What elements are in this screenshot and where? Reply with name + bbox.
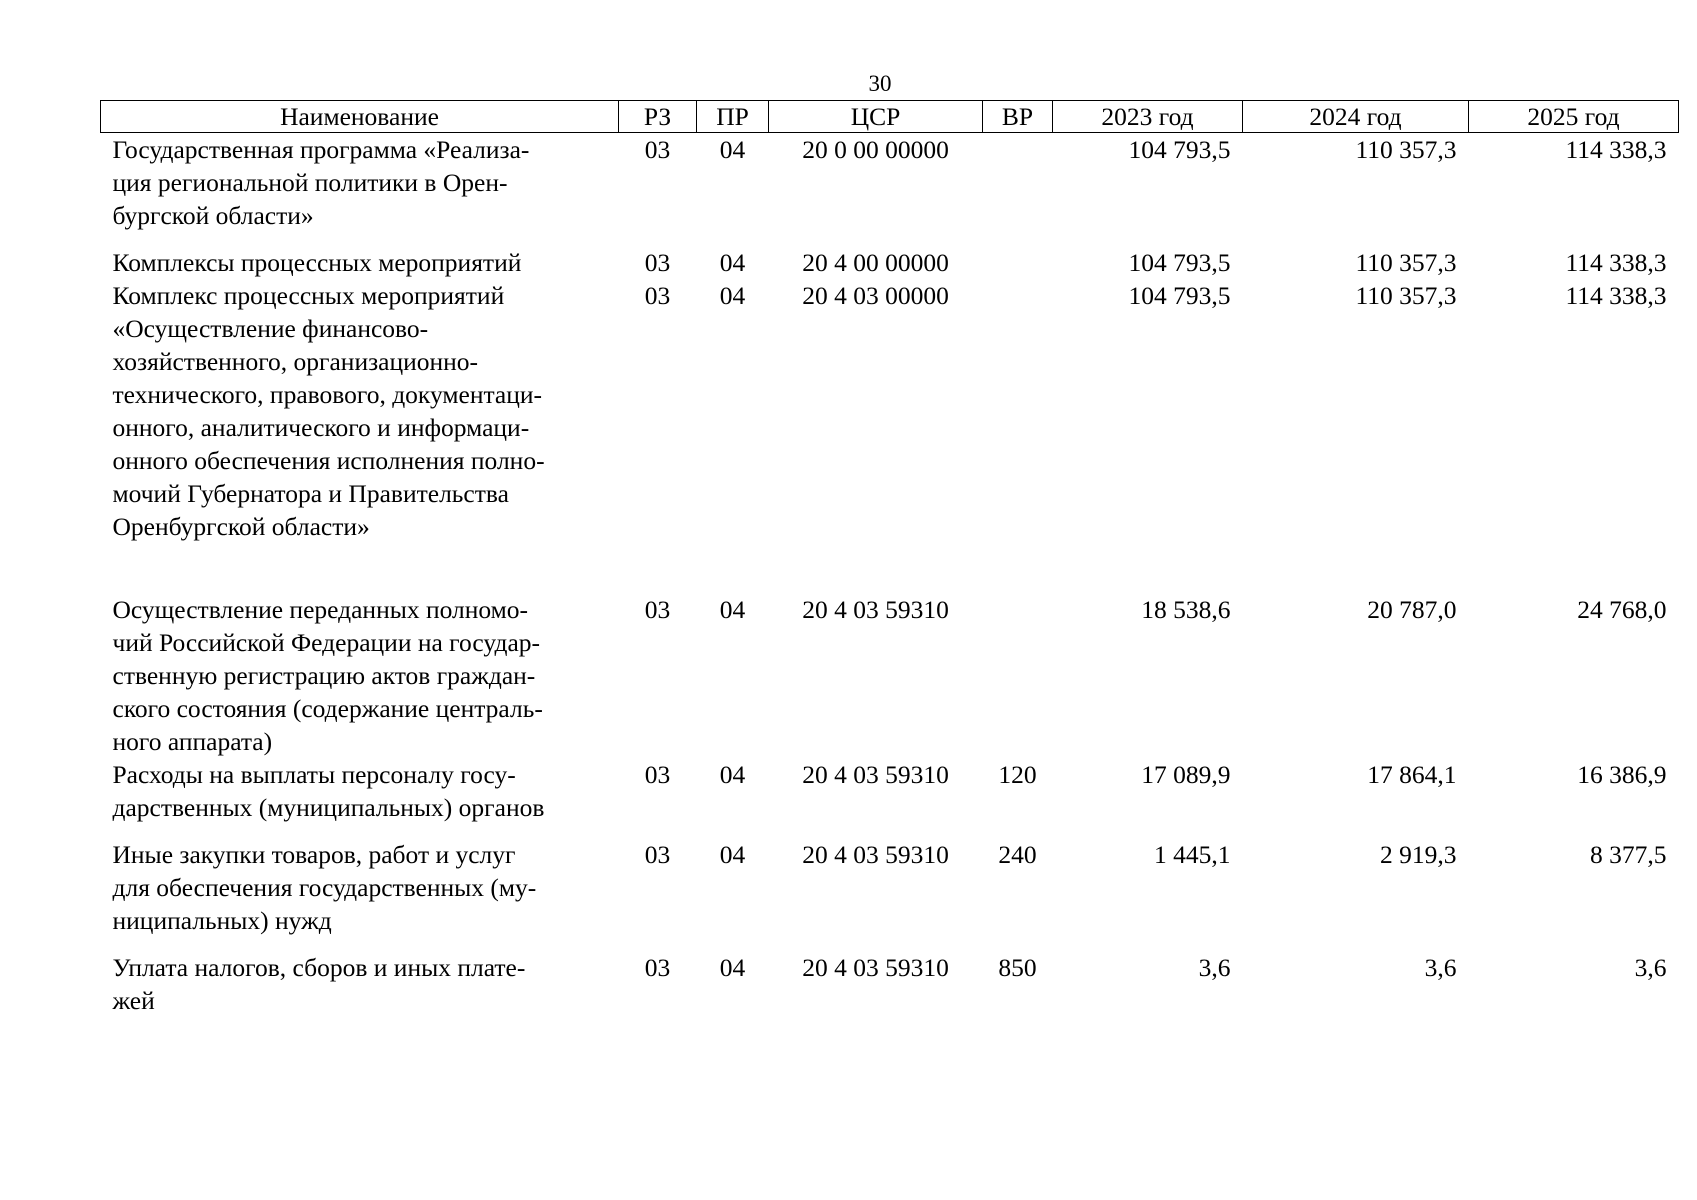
header-vr: ВР <box>983 101 1053 133</box>
cell-name-line: онного обеспечения исполнения полно- <box>112 446 545 475</box>
cell-name-line: онного, аналитического и информаци- <box>112 413 530 442</box>
cell-name-line: ция региональной политики в Орен- <box>112 168 508 197</box>
cell-2023: 18 538,6 <box>1141 595 1231 624</box>
cell-rz: 03 <box>644 595 671 624</box>
cell-pr: 04 <box>719 281 746 310</box>
table-header <box>101 101 1679 133</box>
table-row <box>101 593 1679 758</box>
header-pr: ПР <box>697 101 769 133</box>
budget-table <box>100 100 1679 1017</box>
cell-name <box>101 951 619 1017</box>
cell-pr: 04 <box>719 840 746 869</box>
table-row <box>101 279 1679 593</box>
cell-2024: 110 357,3 <box>1355 281 1457 310</box>
cell-name-line: мочий Губернатора и Правительства <box>112 479 509 508</box>
cell-2025: 114 338,3 <box>1565 248 1667 277</box>
cell-rz: 03 <box>644 840 671 869</box>
cell-name-line: Государственная программа «Реализа- <box>112 135 530 164</box>
cell-2024: 17 864,1 <box>1367 760 1457 789</box>
cell-name-line: Осуществление переданных полномо- <box>112 595 529 624</box>
table-row <box>101 758 1679 838</box>
cell-pr: 04 <box>719 135 746 164</box>
cell-2023: 104 793,5 <box>1128 281 1231 310</box>
cell-vr <box>983 279 1053 593</box>
cell-name-line: Расходы на выплаты персоналу госу- <box>112 760 516 789</box>
cell-2025: 24 768,0 <box>1577 595 1667 624</box>
cell-pr: 04 <box>719 595 746 624</box>
cell-vr: 240 <box>998 840 1037 869</box>
cell-name-line: Оренбургской области» <box>112 512 370 541</box>
cell-2025: 114 338,3 <box>1565 135 1667 164</box>
cell-name-line: для обеспечения государственных (му- <box>112 873 537 902</box>
cell-name <box>101 838 619 951</box>
cell-csr: 20 4 03 00000 <box>802 281 949 310</box>
cell-2025: 3,6 <box>1634 953 1667 982</box>
cell-2023: 17 089,9 <box>1141 760 1231 789</box>
header-2025: 2025 год <box>1469 101 1679 133</box>
header-name: Наименование <box>101 101 619 133</box>
cell-2023: 104 793,5 <box>1128 135 1231 164</box>
cell-name <box>101 758 619 838</box>
cell-name-line: Уплата налогов, сборов и иных плате- <box>112 953 526 982</box>
table-row <box>101 838 1679 951</box>
cell-pr: 04 <box>719 760 746 789</box>
cell-name-line: чий Российской Федерации на государ- <box>112 628 541 657</box>
header-rz: РЗ <box>619 101 697 133</box>
cell-vr <box>983 593 1053 758</box>
cell-2024: 110 357,3 <box>1355 135 1457 164</box>
cell-rz: 03 <box>644 953 671 982</box>
cell-2024: 20 787,0 <box>1367 595 1457 624</box>
cell-name-line: хозяйственного, организационно- <box>112 347 479 376</box>
cell-rz: 03 <box>644 760 671 789</box>
table-body <box>101 133 1679 1018</box>
cell-2025: 16 386,9 <box>1577 760 1667 789</box>
cell-name <box>101 593 619 758</box>
page-number: 30 <box>868 71 892 96</box>
cell-name-line: ного аппарата) <box>112 727 273 756</box>
cell-name-line: Комплексы процессных мероприятий <box>112 248 522 277</box>
table-row <box>101 133 1679 247</box>
cell-name-line: Иные закупки товаров, работ и услуг <box>112 840 516 869</box>
cell-csr: 20 4 03 59310 <box>802 953 949 982</box>
cell-2025: 8 377,5 <box>1590 840 1667 869</box>
cell-csr: 20 4 03 59310 <box>802 840 949 869</box>
cell-csr: 20 0 00 00000 <box>802 135 949 164</box>
header-2024: 2024 год <box>1243 101 1469 133</box>
cell-name <box>101 133 619 247</box>
cell-vr: 850 <box>998 953 1037 982</box>
cell-csr: 20 4 00 00000 <box>802 248 949 277</box>
cell-2023: 3,6 <box>1198 953 1231 982</box>
cell-name <box>101 246 619 279</box>
cell-2025: 114 338,3 <box>1565 281 1667 310</box>
cell-2023: 104 793,5 <box>1128 248 1231 277</box>
table-row <box>101 246 1679 279</box>
cell-2023: 1 445,1 <box>1154 840 1231 869</box>
table-row <box>101 951 1679 1017</box>
cell-2024: 2 919,3 <box>1380 840 1457 869</box>
cell-csr: 20 4 03 59310 <box>802 595 949 624</box>
cell-pr: 04 <box>719 953 746 982</box>
cell-name-line: Комплекс процессных мероприятий <box>112 281 505 310</box>
cell-vr <box>983 246 1053 279</box>
cell-vr: 120 <box>998 760 1037 789</box>
cell-name-line: технического, правового, документаци- <box>112 380 543 409</box>
cell-2024: 110 357,3 <box>1355 248 1457 277</box>
cell-pr: 04 <box>719 248 746 277</box>
header-row <box>101 101 1679 133</box>
cell-vr <box>983 133 1053 247</box>
header-csr: ЦСР <box>769 101 983 133</box>
cell-csr: 20 4 03 59310 <box>802 760 949 789</box>
cell-name-line: дарственных (муниципальных) органов <box>112 793 545 822</box>
cell-name-line: ниципальных) нужд <box>112 906 332 935</box>
header-2023: 2023 год <box>1053 101 1243 133</box>
cell-rz: 03 <box>644 281 671 310</box>
cell-name-line: жей <box>112 986 155 1015</box>
cell-rz: 03 <box>644 248 671 277</box>
cell-name-line: бургской области» <box>112 201 314 230</box>
cell-2024: 3,6 <box>1424 953 1457 982</box>
cell-name-line: ственную регистрацию актов граждан- <box>112 661 536 690</box>
cell-name-line: ского состояния (содержание централь- <box>112 694 543 723</box>
cell-name-line: «Осуществление финансово- <box>112 314 429 343</box>
cell-name <box>101 279 619 593</box>
cell-rz: 03 <box>644 135 671 164</box>
